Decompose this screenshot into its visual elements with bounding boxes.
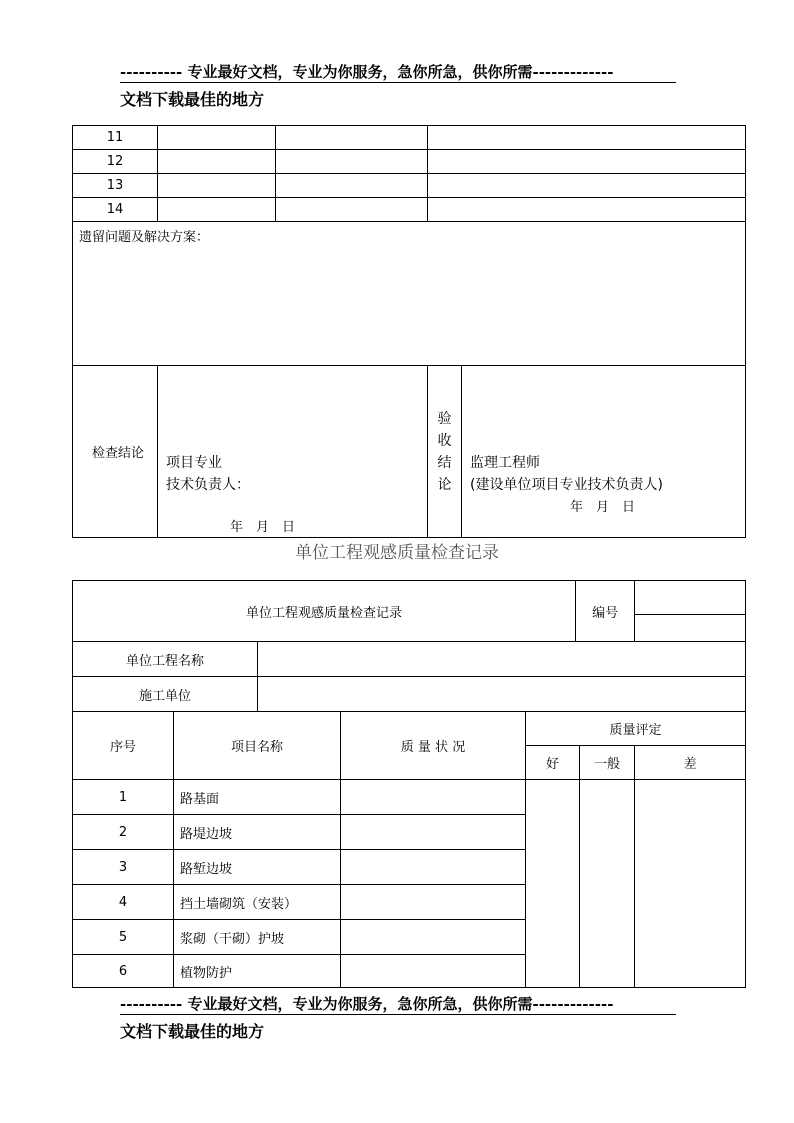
item-name: 路堤边坡 xyxy=(174,815,341,850)
code-value-cell xyxy=(635,615,746,642)
row-number: 13 xyxy=(73,174,158,198)
tech-label-line1: 项目专业 xyxy=(166,455,222,471)
col-header-status: 质 量 状 况 xyxy=(341,712,526,780)
rating-good-header: 好 xyxy=(526,746,580,780)
col-header-item: 项目名称 xyxy=(174,712,341,780)
item-number: 6 xyxy=(73,955,174,988)
item-name: 浆砌（干砌）护坡 xyxy=(174,920,341,955)
item-name: 挡土墙砌筑（安装） xyxy=(174,885,341,920)
col-header-seq: 序号 xyxy=(73,712,174,780)
item-status xyxy=(341,815,526,850)
item-name: 路基面 xyxy=(174,780,341,815)
table-cell xyxy=(158,198,276,222)
table-cell xyxy=(276,198,428,222)
tech-date: 年 月 日 xyxy=(230,520,296,535)
supervisor-label-line2: (建设单位项目专业技术负责人) xyxy=(470,477,663,493)
item-status xyxy=(341,850,526,885)
rating-poor-header: 差 xyxy=(635,746,746,780)
item-number: 5 xyxy=(73,920,174,955)
item-number: 1 xyxy=(73,780,174,815)
form-title-cell xyxy=(73,581,576,642)
row-number: 11 xyxy=(73,126,158,150)
item-number: 4 xyxy=(73,885,174,920)
code-label-cell xyxy=(576,581,635,642)
tech-sign-cell xyxy=(158,366,428,538)
supervisor-date: 年 月 日 xyxy=(570,500,636,515)
section-title: 单位工程观感质量检查记录 xyxy=(295,543,499,563)
table-cell xyxy=(428,198,746,222)
code-label: 编号 xyxy=(592,605,619,621)
acceptance-char: 结 xyxy=(437,455,452,471)
unit-name-label-cell xyxy=(73,642,258,677)
conclusion-label-cell xyxy=(73,366,158,538)
tech-label-line2: 技术负责人： xyxy=(166,477,250,493)
row-number: 14 xyxy=(73,198,158,222)
builder-value xyxy=(258,677,746,712)
acceptance-label-cell xyxy=(428,366,462,538)
item-status xyxy=(341,955,526,988)
rating-poor-column xyxy=(635,780,746,988)
acceptance-char: 验 xyxy=(437,411,452,427)
footer-subtitle: 文档下载最佳的地方 xyxy=(120,1022,265,1041)
header-rule xyxy=(120,82,676,83)
table-cell xyxy=(276,150,428,174)
builder-label: 施工单位 xyxy=(138,688,191,704)
acceptance-char: 论 xyxy=(437,477,452,493)
item-number: 2 xyxy=(73,815,174,850)
rating-normal-column xyxy=(580,780,635,988)
item-name: 路堑边坡 xyxy=(174,850,341,885)
continuation-table xyxy=(72,125,746,538)
item-number: 3 xyxy=(73,850,174,885)
table-cell xyxy=(158,126,276,150)
table-cell xyxy=(276,174,428,198)
table-cell xyxy=(158,150,276,174)
remaining-issues-cell xyxy=(73,222,746,366)
unit-name-label: 单位工程名称 xyxy=(125,653,204,669)
supervisor-label-line1: 监理工程师 xyxy=(470,455,540,471)
code-value-cell xyxy=(635,581,746,615)
table-cell xyxy=(276,126,428,150)
item-status xyxy=(341,780,526,815)
builder-label-cell xyxy=(73,677,258,712)
header-banner: ---------- 专业最好文档，专业为你服务，急你所急，供你所需------------- xyxy=(120,63,614,81)
table-cell xyxy=(428,174,746,198)
table-cell xyxy=(158,174,276,198)
supervisor-sign-cell xyxy=(462,366,746,538)
unit-name-value xyxy=(258,642,746,677)
rating-normal-header: 一般 xyxy=(580,746,635,780)
table-cell xyxy=(428,126,746,150)
item-status xyxy=(341,885,526,920)
table-cell xyxy=(428,150,746,174)
row-number: 12 xyxy=(73,150,158,174)
col-header-rating: 质量评定 xyxy=(526,712,746,746)
conclusion-label: 检查结论 xyxy=(91,446,144,461)
form-title: 单位工程观感质量检查记录 xyxy=(246,605,403,621)
item-name: 植物防护 xyxy=(174,955,341,988)
item-status xyxy=(341,920,526,955)
remaining-issues-label: 遗留问题及解决方案： xyxy=(79,230,210,245)
inspection-table xyxy=(72,580,746,988)
header-subtitle: 文档下载最佳的地方 xyxy=(120,90,265,109)
footer-rule xyxy=(120,1014,676,1015)
rating-good-column xyxy=(526,780,580,988)
acceptance-char: 收 xyxy=(437,433,452,449)
footer-banner: ---------- 专业最好文档，专业为你服务，急你所急，供你所需------------- xyxy=(120,995,614,1013)
